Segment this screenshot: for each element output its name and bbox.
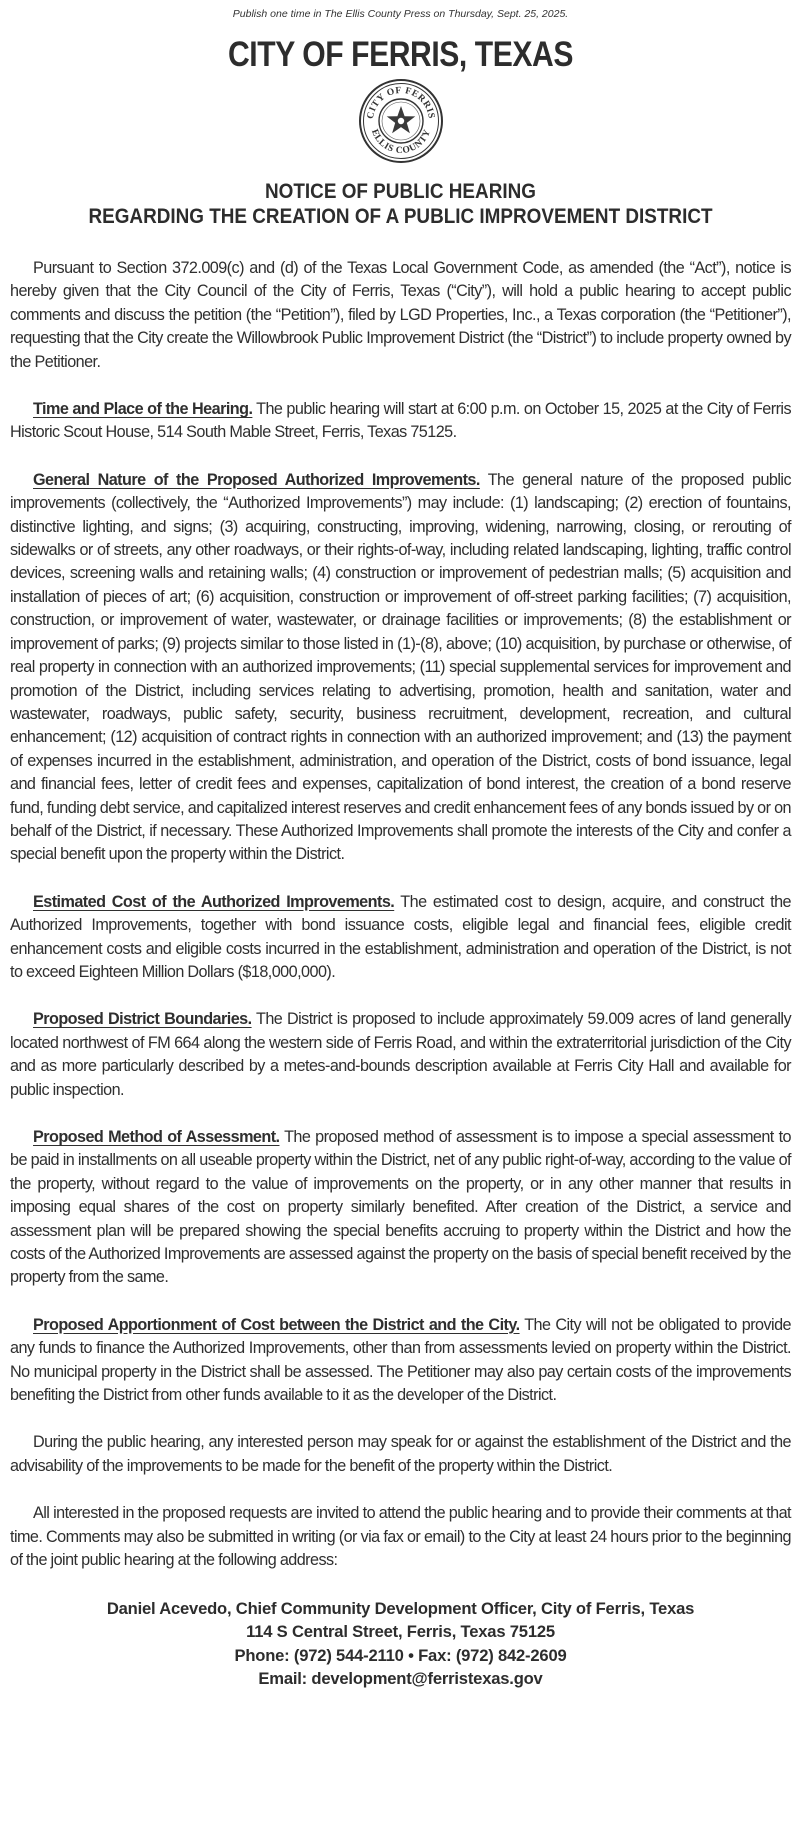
paragraph-heading: Proposed District Boundaries. (33, 1010, 252, 1029)
public-hearing-speech-paragraph (10, 1431, 791, 1478)
city-title: CITY OF FERRIS, TEXAS (228, 35, 573, 74)
paragraph-text: The City will not be obligated to provide any funds to finance the Authorized Improvements, other than from assessments levied on property within the District. No municipal property in the District shall be assessed. The Petitioner may also pay certain costs of the improvements benefiting the District from other funds available to it as the developer of the District. (10, 1315, 792, 1405)
notice-title (49, 179, 752, 229)
contact-address: 114 S Central Street, Ferris, Texas 75125 (246, 1622, 555, 1641)
estimated-cost-paragraph (10, 891, 791, 985)
notice-title-line1: NOTICE OF PUBLIC HEARING (265, 180, 536, 203)
paragraph-text: The general nature of the proposed public improvements (collectively, the “Authorized Improvements”) may include: (1) landscaping; (2) erection of fountains, distinctive lighting, and signs; (3) acquiring, constructing, improving, widening, narrowing, closing, or rerouting of sidewalks or of streets, any other roadways, or their rights-of-way, including related landscaping, lighting, traffic control devices, screening walls and retaining walls; (4) construction or improvement of pedestrian malls; (5) acquisition and installation of pieces of art; (6) acquisition, construction or improvement of off-street parking facilities; (7) acquisition, construction, or improvement of water, wastewater, or drainage facilities or improvements; (8) the establishment or improvement of parks; (9) projects similar to those listed in (1)-(8), above; (10) acquisition, by purchase or otherwise, of real property in connection with an authorized improvements; (11) special supplemental services for improvement and promotion of the District, including services relating to advertising, promotion, health and sanitation, water and wastewater, roadways, public safety, security, business recruitment, development, recreation, and cultural enhancement; (12) acquisition of contract rights in connection with an authorized improvement; and (13) the payment of expenses incurred in the establishment, administration, and operation of the District, costs of bond issuance, legal and financial fees, letter of credit fees and expenses, capitalization of bond interest, the creation of a bond reserve fund, funding debt service, and capitalized interest reserves and credit enhancement fees of any bonds issued by or on behalf of the District, if necessary. These Authorized Improvements shall promote the interests of the City and confer a special benefit upon the property within the District. (10, 470, 791, 864)
paragraph-text: The proposed method of assessment is to impose a special assessment to be paid in installments on all useable property within the District, net of any public right-of-way, according to the value of the property, without regard to the value of improvements on the property, or in any other manner that results in imposing equal shares of the cost on property similarly benefited. After creation of the District, a service and assessment plan will be prepared showing the special benefits accruing to property within the District and how the costs of the Authorized Improvements are assessed against the property on the basis of special benefit received by the property from the same. (10, 1128, 792, 1287)
assessment-method-paragraph (10, 1126, 791, 1290)
publication-note: Publish one time in The Ellis County Press on Thursday, Sept. 25, 2025. (232, 8, 569, 20)
paragraph-text: Pursuant to Section 372.009(c) and (d) of the Texas Local Government Code, as amended (the “Act”), notice is hereby given that the City Council of the City of Ferris, Texas (“City”), will hold a public hearing to accept public comments and discuss the petition (the “Petition”), filed by LGD Properties, Inc., a Texas corporation (the “Petitioner”), requesting that the City create the Willowbrook Public Improvement District (the “District”) to include property owned by the Petitioner. (10, 259, 791, 371)
paragraph-heading: Estimated Cost of the Authorized Improvements. (33, 892, 395, 911)
authorized-improvements-paragraph (10, 469, 791, 867)
contact-name: Daniel Acevedo, Chief Community Development Officer, City of Ferris, Texas (106, 1598, 695, 1618)
hearing-time-place-paragraph (10, 398, 791, 445)
city-seal-icon (357, 77, 445, 165)
contact-phone-fax: Phone: (972) 544-2110 • Fax: (972) 842-2609 (234, 1645, 567, 1665)
city-seal-logo (10, 77, 791, 165)
paragraph-text: The District is proposed to include approximately 59.009 acres of land generally located northwest of FM 664 along the western side of Ferris Road, and within the extraterritorial jurisdiction of the City and as more particularly described by a metes-and-bounds description available at Ferris City Hall and available for public inspection. (10, 1010, 791, 1099)
notice-body (10, 257, 791, 1573)
paragraph-heading: Proposed Method of Assessment. (33, 1128, 280, 1146)
seal-bottom-text: ELLIS COUNTY (368, 128, 433, 157)
district-boundaries-paragraph (10, 1008, 791, 1102)
paragraph-text: All interested in the proposed requests are invited to attend the public hearing and to provide their comments at that time. Comments may also be submitted in writing (or via fax or email) to the City at least 24 hours prior to the beginning of the joint public hearing at the following address: (10, 1504, 791, 1570)
paragraph-text: The public hearing will start at 6:00 p.m. on October 15, 2025 at the City of Ferris Historic Scout House, 514 South Mable Street, Ferris, Texas 75125. (10, 400, 791, 442)
notice-title-line2: REGARDING THE CREATION OF A PUBLIC IMPROVEMENT DISTRICT (88, 205, 713, 228)
paragraph-text: During the public hearing, any interested person may speak for or against the establishment of the District and the advisability of the improvements to be made for the benefit of the property within the District. (10, 1433, 791, 1475)
contact-block (10, 1597, 791, 1691)
paragraph-heading: Time and Place of the Hearing. (33, 400, 253, 419)
contact-email: Email: development@ferristexas.gov (258, 1669, 543, 1688)
comments-invitation-paragraph (10, 1502, 791, 1572)
paragraph-heading: Proposed Apportionment of Cost between the District and the City. (33, 1315, 520, 1334)
intro-paragraph (10, 257, 791, 374)
paragraph-text: The estimated cost to design, acquire, and construct the Authorized Improvements, together with bond issuance costs, eligible legal and financial fees, eligible credit enhancement costs and eligible costs incurred in the establishment, administration and operation of the District, is not to exceed Eighteen Million Dollars ($18,000,000). (10, 892, 791, 981)
seal-top-text: CITY OF FERRIS (365, 85, 436, 120)
paragraph-heading: General Nature of the Proposed Authorized Improvements. (33, 470, 480, 489)
cost-apportionment-paragraph (10, 1314, 791, 1408)
